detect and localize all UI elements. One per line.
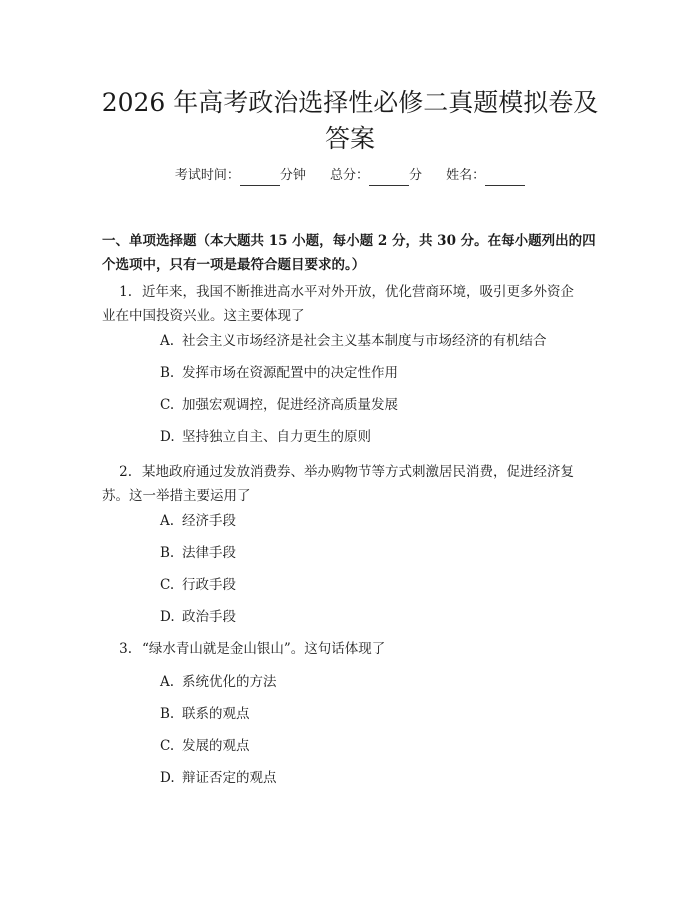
option-letter: A. <box>160 674 175 690</box>
option-text: 发展的观点 <box>182 738 250 754</box>
time-field <box>175 166 306 186</box>
question-text-line1: 近年来，我国不断推进高水平对外开放，优化营商环境，吸引更多外资企 <box>142 284 574 300</box>
question-2-option-b[interactable] <box>160 543 620 563</box>
option-letter: A. <box>160 333 175 349</box>
option-letter: B. <box>160 706 175 722</box>
score-blank <box>369 171 409 186</box>
question-number: 2. <box>119 464 132 480</box>
option-text: 法律手段 <box>182 545 236 561</box>
score-label: 总分： <box>329 168 369 183</box>
question-number: 1. <box>119 284 132 300</box>
question-1-stem <box>102 280 602 328</box>
exam-title-line2: 答案 <box>324 124 375 153</box>
option-text: 加强宏观调控，促进经济高质量发展 <box>182 397 398 413</box>
question-3-option-a[interactable] <box>160 672 620 692</box>
time-label: 考试时间： <box>174 168 240 183</box>
option-text: 系统优化的方法 <box>182 674 277 690</box>
question-1-option-c[interactable] <box>160 395 620 415</box>
option-letter: B. <box>160 365 175 381</box>
option-letter: D. <box>160 609 175 625</box>
name-blank <box>485 171 525 186</box>
question-text-line1: “绿水青山就是金山银山”。这句话体现了 <box>142 641 386 657</box>
question-3-option-b[interactable] <box>160 704 620 724</box>
option-letter: D. <box>160 429 175 445</box>
option-text: 辩证否定的观点 <box>182 770 277 786</box>
question-2-option-c[interactable] <box>160 575 620 595</box>
question-1-option-a[interactable] <box>160 331 620 351</box>
question-text-line2: 业在中国投资兴业。这主要体现了 <box>102 308 305 324</box>
option-text: 坚持独立自主、自力更生的原则 <box>182 429 371 445</box>
question-2-option-a[interactable] <box>160 511 620 531</box>
option-letter: C. <box>160 738 175 754</box>
option-text: 政治手段 <box>182 609 236 625</box>
exam-title-line1: 2026 年高考政治选择性必修二真题模拟卷及 <box>101 88 599 117</box>
option-letter: D. <box>160 770 175 786</box>
question-3-option-c[interactable] <box>160 736 620 756</box>
option-letter: A. <box>160 513 175 529</box>
time-blank <box>240 171 280 186</box>
question-1-option-b[interactable] <box>160 363 620 383</box>
question-text-line1: 某地政府通过发放消费券、举办购物节等方式刺激居民消费，促进经济复 <box>142 464 574 480</box>
section-heading <box>102 229 602 277</box>
time-unit: 分钟 <box>279 168 306 183</box>
section-heading-line1: 一、单项选择题（本大题共 15 小题，每小题 2 分，共 30 分。在每小题列出的四 <box>102 233 596 249</box>
question-2-stem <box>102 460 602 508</box>
option-text: 社会主义市场经济是社会主义基本制度与市场经济的有机结合 <box>182 333 547 349</box>
option-text: 联系的观点 <box>182 706 250 722</box>
name-label: 姓名： <box>446 168 486 183</box>
option-text: 发挥市场在资源配置中的决定性作用 <box>182 365 398 381</box>
option-letter: C. <box>160 577 175 593</box>
score-unit: 分 <box>409 168 423 183</box>
option-letter: B. <box>160 545 175 561</box>
option-letter: C. <box>160 397 175 413</box>
option-text: 经济手段 <box>182 513 236 529</box>
question-1-option-d[interactable] <box>160 427 620 447</box>
question-3-stem <box>102 637 602 661</box>
section-heading-line2: 个选项中，只有一项是最符合题目要求的。） <box>102 257 366 273</box>
question-2-option-d[interactable] <box>160 607 620 627</box>
question-text-line2: 苏。这一举措主要运用了 <box>102 488 251 504</box>
score-field <box>330 166 422 186</box>
name-field <box>446 166 525 186</box>
question-3-option-d[interactable] <box>160 768 620 788</box>
exam-meta-line <box>0 166 700 186</box>
option-text: 行政手段 <box>182 577 236 593</box>
question-number: 3. <box>119 641 132 657</box>
